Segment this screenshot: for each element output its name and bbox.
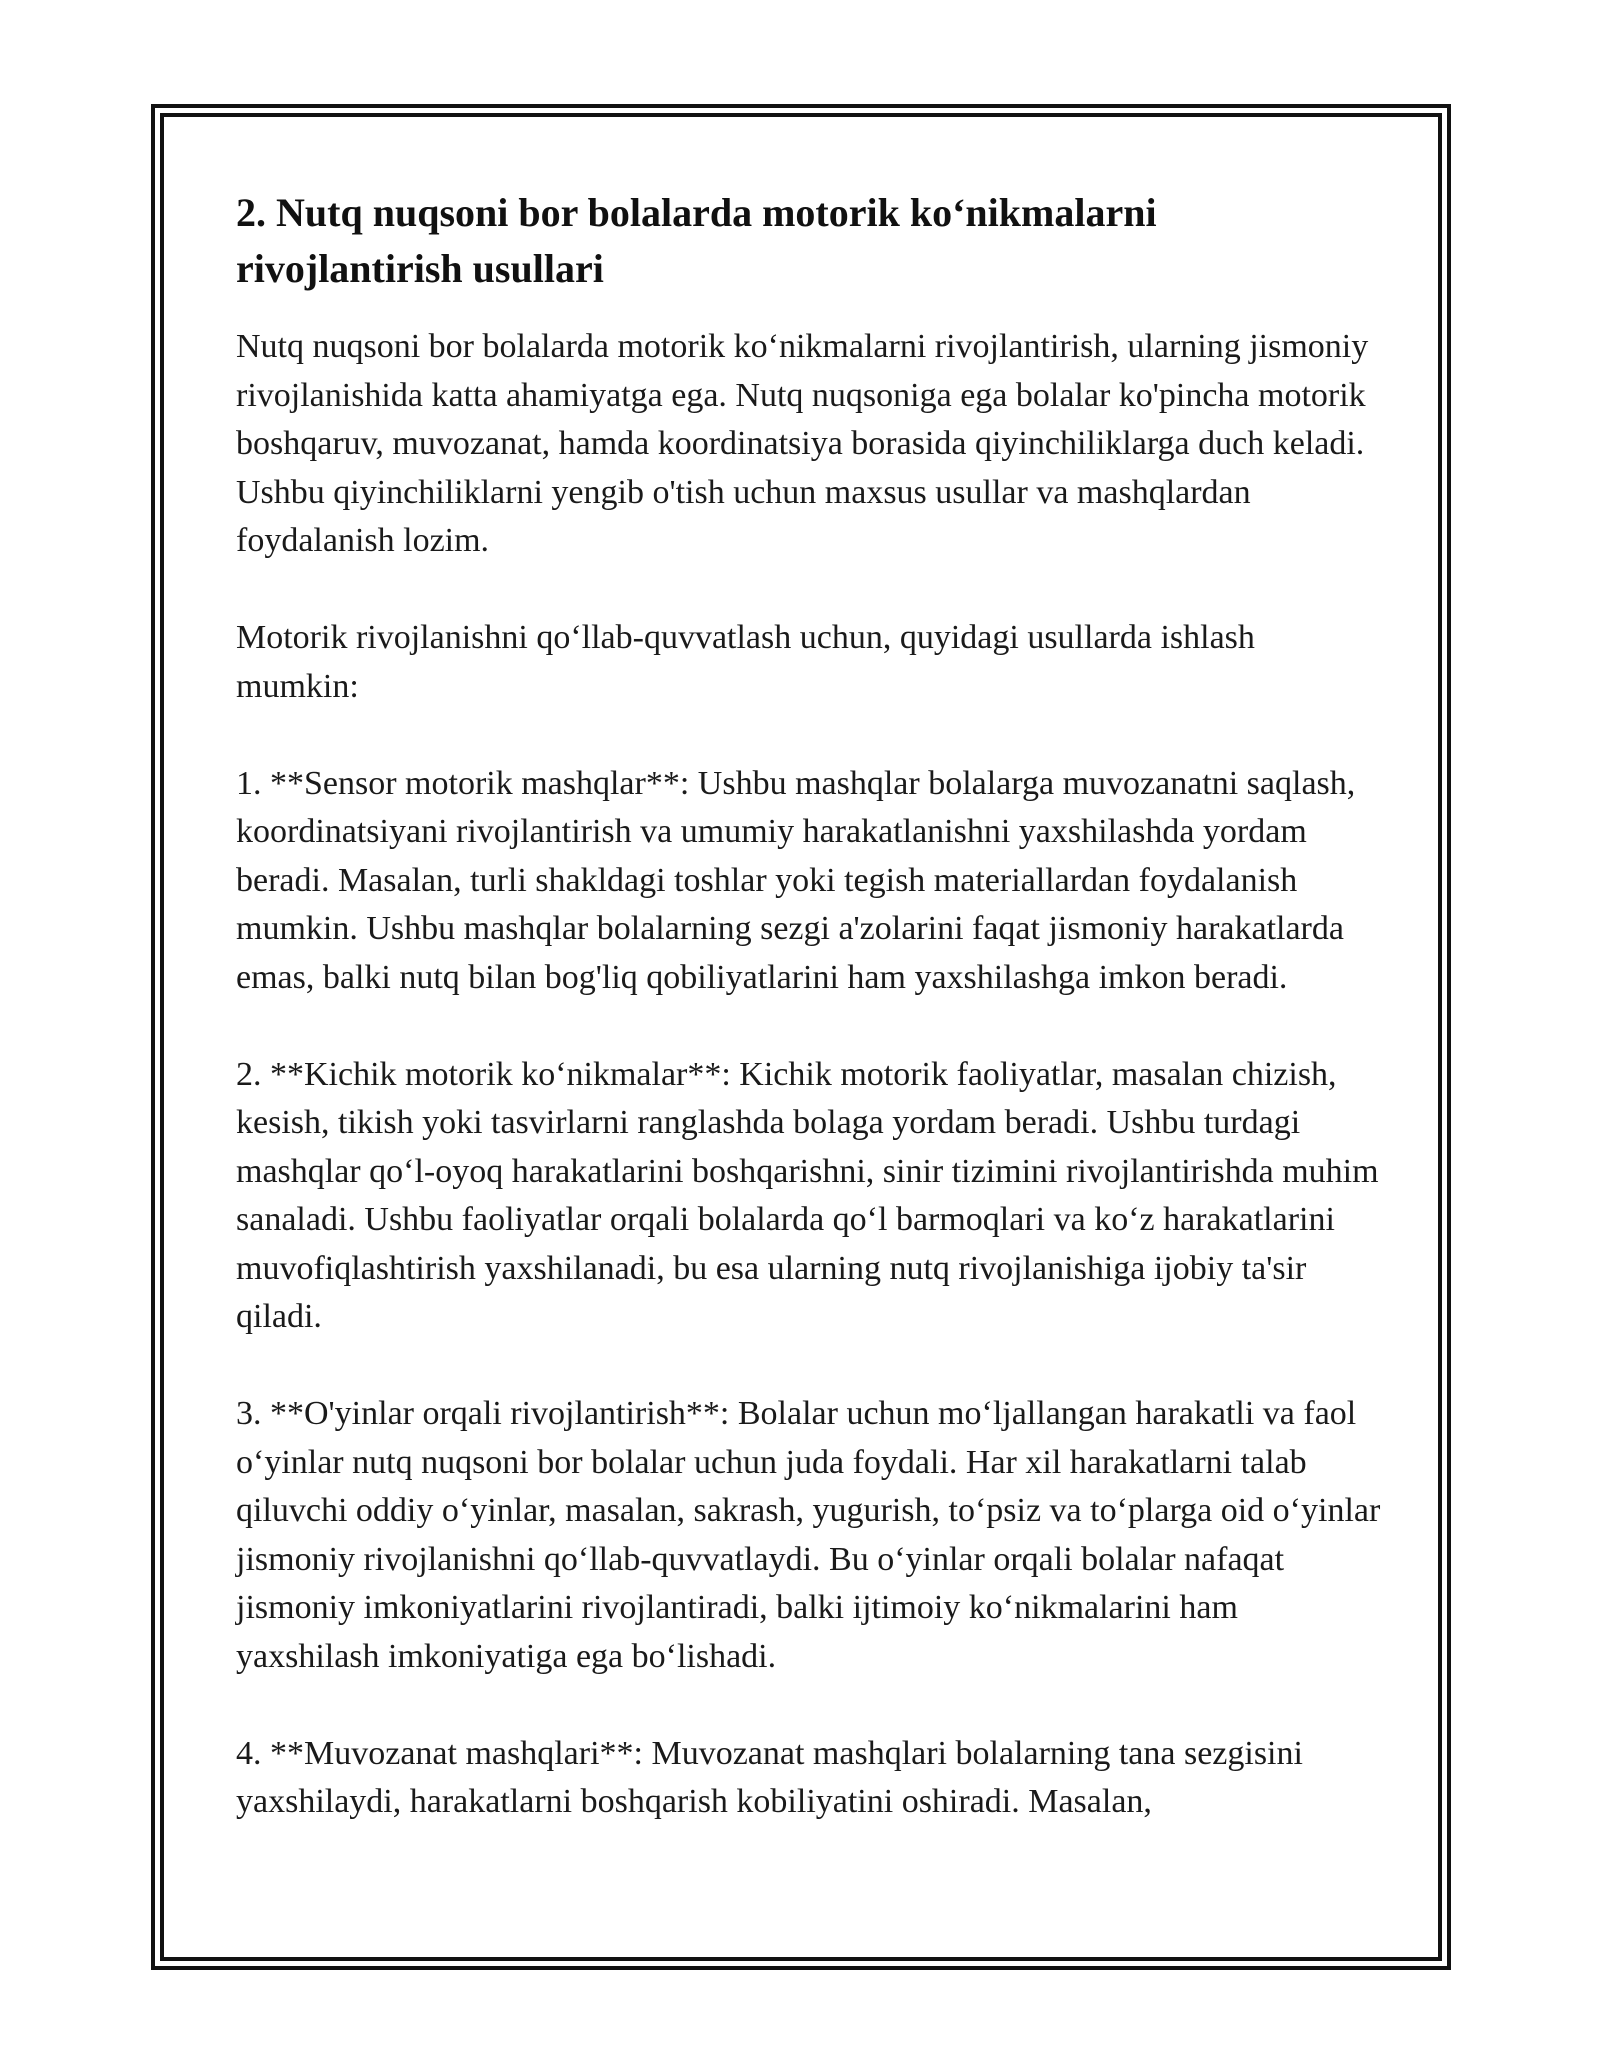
intro-paragraph: Nutq nuqsoni bor bolalarda motorik ko‘nikmalarni rivojlantirish, ularning jismoniy rivojlanishida katta ahamiyatga ega. Nutq nuqsoniga ega bolalar ko'pincha motorik boshqaruv, muvozanat, hamda koordinatsiya borasida qiyinchiliklarga duch keladi. Ushbu qiyinchiliklarni yengib o'tish uchun maxsus usullar va mashqlardan foydalanish lozim. (236, 328, 1369, 559)
list-item-balance: 4. **Muvozanat mashqlari**: Muvozanat mashqlari bolalarning tana sezgisini yaxshilaydi, harakatlarni boshqarish kobiliyatini oshiradi. Masalan, (236, 1734, 1303, 1820)
list-item-fine-motor: 2. **Kichik motorik ko‘nikmalar**: Kichik motorik faoliyatlar, masalan chizish, kesish, tikish yoki tasvirlarni ranglashda bolaga yordam beradi. Ushbu turdagi mashqlar qo‘l-oyoq harakatlarini boshqarishni, sinir tizimini rivojlantirishda muhim sanaladi. Ushbu faoliyatlar orqali bolalarda qo‘l barmoqlari va ko‘z harakatlarini muvofiqlashtirish yaxshilanadi, bu esa ularning nutq rivojlanishiga ijobiy ta'sir qiladi. (236, 1055, 1379, 1335)
list-item-games: 3. **O'yinlar orqali rivojlantirish**: Bolalar uchun mo‘ljallangan harakatli va faol o‘yinlar nutq nuqsoni bor bolalar uchun juda foydali. Har xil harakatlarni talab qiluvchi oddiy o‘yinlar, masalan, sakrash, yugurish, to‘psiz va to‘plarga oid o‘yinlar jismoniy rivojlanishni qo‘llab-quvvatlaydi. Bu o‘yinlar orqali bolalar nafaqat jismoniy imkoniyatlarini rivojlantiradi, balki ijtimoiy ko‘nikmalarini ham yaxshilash imkoniyatiga ega bo‘lishadi. (236, 1395, 1381, 1675)
methods-intro-paragraph: Motorik rivojlanishni qo‘llab-quvvatlash uchun, quyidagi usullarda ishlash mumkin: (236, 619, 1255, 705)
document-body (236, 185, 1386, 1827)
section-heading: 2. Nutq nuqsoni bor bolalarda motorik ko‘nikmalarni rivojlantirish usullari (236, 190, 1157, 291)
list-item-sensor-motor: 1. **Sensor motorik mashqlar**: Ushbu mashqlar bolalarga muvozanatni saqlash, koordinatsiyani rivojlantirish va umumiy harakatlanishni yaxshilashda yordam beradi. Masalan, turli shakldagi toshlar yoki tegish materiallardan foydalanish mumkin. Ushbu mashqlar bolalarning sezgi a'zolarini faqat jismoniy harakatlarda emas, balki nutq bilan bog'liq qobiliyatlarini ham yaxshilashga imkon beradi. (236, 764, 1356, 996)
